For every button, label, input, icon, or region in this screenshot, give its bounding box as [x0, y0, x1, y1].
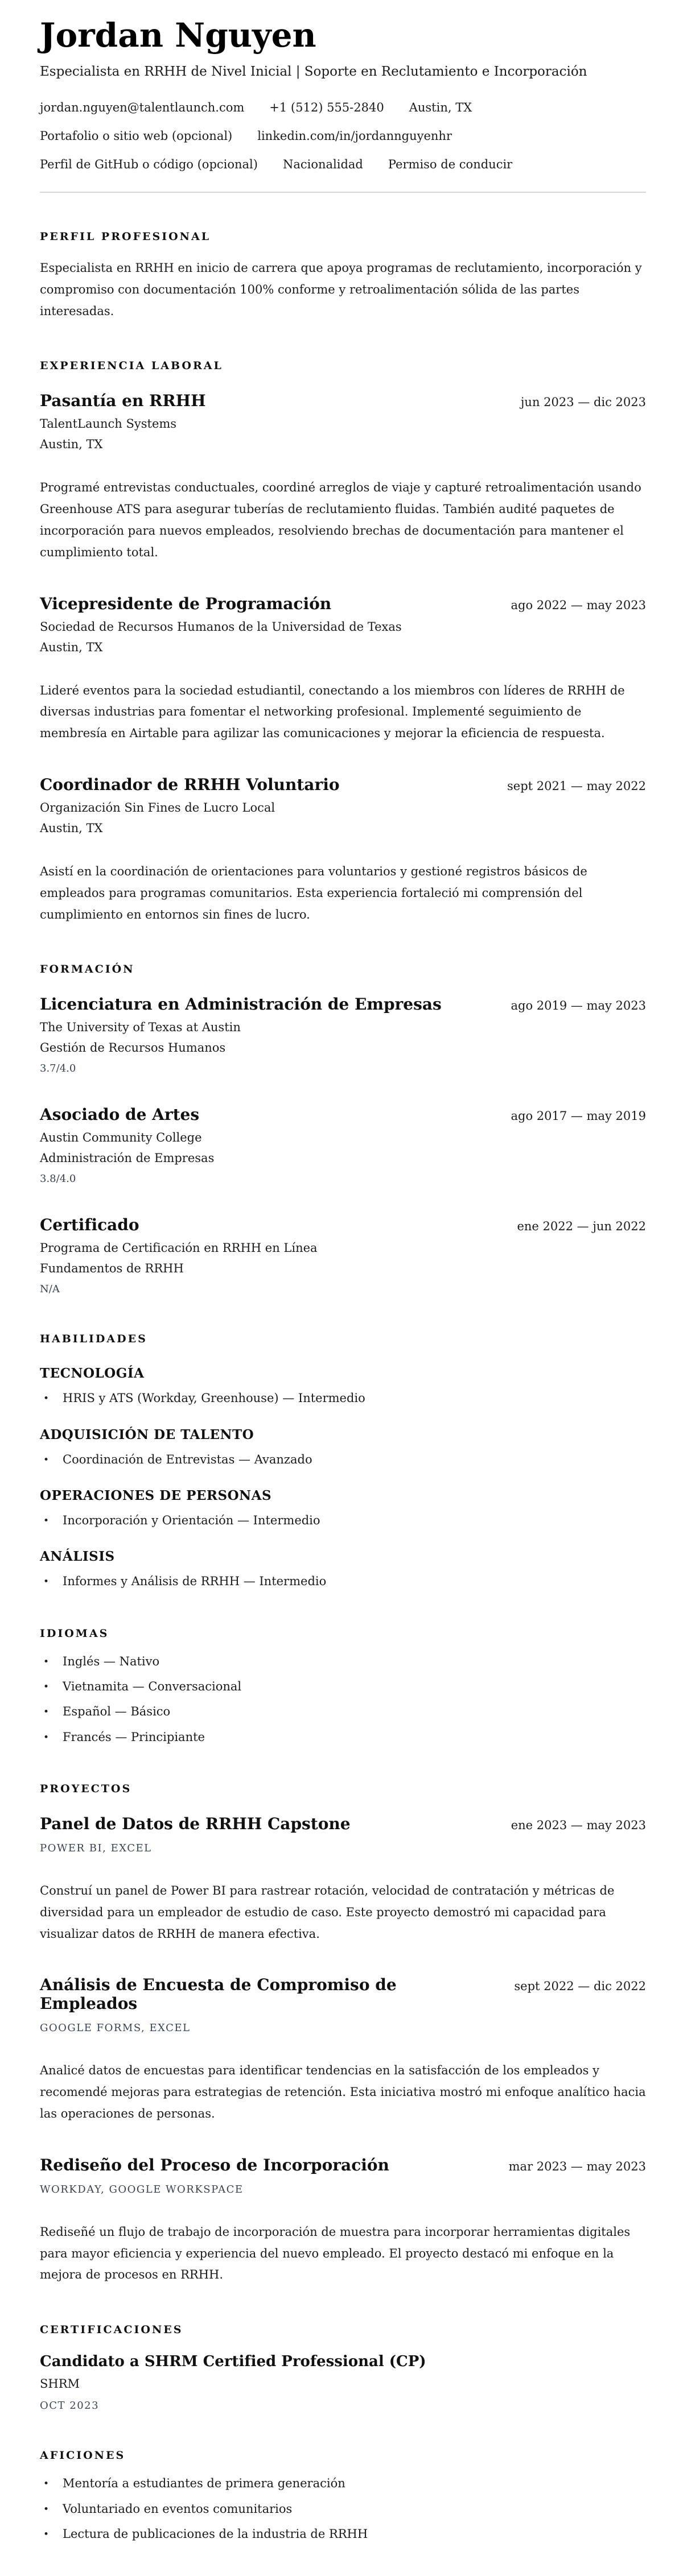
job-title: Pasantía en RRHH	[40, 391, 206, 411]
education-head-row	[40, 1215, 646, 1234]
section-certifications	[40, 2323, 646, 2412]
education-field: Administración de Empresas	[40, 1151, 215, 1165]
education-entry	[40, 1105, 646, 1185]
bullet-icon: •	[43, 1706, 50, 1718]
project-tools: GOOGLE FORMS, EXCEL	[40, 2022, 191, 2035]
list-item	[43, 1452, 646, 1467]
section-skills	[40, 1333, 646, 1589]
github-placeholder-text: Perfil de GitHub o código (opcional)	[40, 157, 258, 171]
education-section-heading: FORMACIÓN	[40, 963, 135, 976]
skill-group	[40, 1366, 646, 1406]
education-school: The University of Texas at Austin	[40, 1020, 241, 1035]
education-entry	[40, 995, 646, 1074]
education-school: Austin Community College	[40, 1131, 202, 1145]
list-item	[43, 1729, 646, 1745]
language-item-text: Vietnamita — Conversacional	[63, 1680, 242, 1694]
education-field: Fundamentos de RRHH	[40, 1262, 184, 1276]
skill-list	[40, 1390, 646, 1406]
section-profile	[40, 230, 646, 322]
job-dates: sept 2021 — may 2022	[507, 779, 646, 793]
hobby-item-text: Voluntariado en eventos comunitarios	[63, 2501, 293, 2516]
education-degree: Licenciatura en Administración de Empresas	[40, 995, 442, 1014]
project-tools: POWER BI, EXCEL	[40, 1842, 152, 1855]
job-dates: ago 2022 — may 2023	[511, 598, 646, 612]
project-dates: ene 2023 — may 2023	[511, 1818, 646, 1833]
education-dates: ene 2022 — jun 2022	[517, 1219, 646, 1234]
list-item	[43, 1390, 646, 1406]
list-item	[43, 1678, 646, 1694]
project-head-row	[40, 2156, 646, 2174]
job-company: TalentLaunch Systems	[40, 417, 177, 431]
experience-section-heading: EXPERIENCIA LABORAL	[40, 359, 223, 373]
language-item-text: Francés — Principiante	[63, 1730, 205, 1744]
skill-group	[40, 1427, 646, 1467]
project-title: Rediseño del Proceso de Incorporación	[40, 2155, 389, 2174]
job-entry	[40, 391, 646, 563]
section-hobbies	[40, 2449, 646, 2542]
skill-list	[40, 1512, 646, 1528]
location-text: Austin, TX	[409, 100, 472, 114]
job-description: Lideré eventos para la sociedad estudiantil, conectando a los miembros con líderes de RRHH de diversas industrias para fomentar el networking profesional. Implementé seguimiento de membresía en Airtable para agilizar las comunicaciones y mejorar la eficiencia de respuesta.	[40, 683, 625, 741]
project-dates: sept 2022 — dic 2022	[514, 1979, 646, 1994]
education-head-row	[40, 1105, 646, 1124]
skill-item-text: Coordinación de Entrevistas — Avanzado	[63, 1452, 312, 1466]
project-entry	[40, 1814, 646, 1945]
project-description: Analicé datos de encuestas para identificar tendencias en la satisfacción de los empleados y recomendé mejoras para estrategias de retención. Esta iniciativa mostró mi enfoque analítico hacia las operaciones de personas.	[40, 2064, 646, 2121]
project-title: Panel de Datos de RRHH Capstone	[40, 1814, 351, 1834]
project-title: Análisis de Encuesta de Compromiso de Empleados	[40, 1975, 397, 2013]
skill-list	[40, 1452, 646, 1467]
job-company: Organización Sin Fines de Lucro Local	[40, 800, 275, 814]
bullet-icon: •	[43, 1454, 50, 1466]
education-gpa: 3.8/4.0	[40, 1173, 76, 1185]
job-title: Coordinador de RRHH Voluntario	[40, 775, 340, 794]
project-tools: WORKDAY, GOOGLE WORKSPACE	[40, 2183, 244, 2195]
language-item-text: Español — Básico	[63, 1705, 171, 1719]
project-entry	[40, 1975, 646, 2124]
certifications-section-heading: CERTIFICACIONES	[40, 2323, 183, 2337]
list-item	[43, 1703, 646, 1719]
list-item	[43, 2526, 646, 2542]
profile-section-heading: PERFIL PROFESIONAL	[40, 230, 211, 243]
linkedin-text: linkedin.com/in/jordannguyenhr	[257, 129, 452, 143]
languages-section-heading: IDIOMAS	[40, 1627, 109, 1640]
education-entry	[40, 1215, 646, 1295]
language-list	[40, 1653, 646, 1745]
project-entry	[40, 2156, 646, 2286]
list-item	[43, 2475, 646, 2491]
skill-category: TECNOLOGÍA	[40, 1366, 145, 1382]
portfolio-placeholder-text: Portafolio o sitio web (opcional)	[40, 129, 233, 143]
bullet-icon: •	[43, 1731, 50, 1743]
project-head-row	[40, 1814, 646, 1833]
hobbies-section-heading: AFICIONES	[40, 2449, 126, 2462]
skill-group	[40, 1488, 646, 1528]
skill-category: ADQUISICIÓN DE TALENTO	[40, 1426, 254, 1442]
certification-issuer: SHRM	[40, 2377, 80, 2391]
section-languages	[40, 1627, 646, 1745]
candidate-name: Jordan Nguyen	[40, 16, 316, 55]
certification-entry	[40, 2353, 646, 2412]
phone-text: +1 (512) 555-2840	[269, 100, 384, 114]
header-divider	[40, 192, 646, 193]
nationality-text: Nacionalidad	[282, 157, 363, 171]
hobby-list	[40, 2475, 646, 2542]
job-location: Austin, TX	[40, 821, 103, 835]
skills-section-heading: HABILIDADES	[40, 1333, 147, 1346]
education-dates: ago 2017 — may 2019	[511, 1109, 646, 1123]
job-dates: jun 2023 — dic 2023	[520, 395, 646, 410]
education-gpa: N/A	[40, 1283, 60, 1296]
skill-category: OPERACIONES DE PERSONAS	[40, 1488, 272, 1503]
resume-header	[40, 17, 646, 171]
list-item	[43, 1512, 646, 1528]
bullet-icon: •	[43, 2528, 50, 2540]
skill-group	[40, 1549, 646, 1589]
skill-list	[40, 1573, 646, 1589]
skill-item-text: HRIS y ATS (Workday, Greenhouse) — Intermedio	[63, 1391, 365, 1405]
job-head-row	[40, 775, 646, 794]
project-dates: mar 2023 — may 2023	[508, 2159, 646, 2173]
bullet-icon: •	[43, 1393, 50, 1405]
job-description: Asistí en la coordinación de orientaciones para voluntarios y gestioné registros básicos de empleados para programas comunitarios. Esta experiencia fortaleció mi comprensión del cumplimiento en entornos sin fines de lucro.	[40, 864, 587, 921]
profile-summary: Especialista en RRHH en inicio de carrera que apoya programas de reclutamiento, incorporación y compromiso con documentación 100% conforme y retroalimentación sólida de las partes interesadas.	[40, 261, 642, 318]
education-degree: Asociado de Artes	[40, 1105, 200, 1124]
skill-category: ANÁLISIS	[40, 1549, 115, 1565]
education-degree: Certificado	[40, 1215, 139, 1235]
bullet-icon: •	[43, 1576, 50, 1588]
candidate-headline: Especialista en RRHH de Nivel Inicial | Soporte en Reclutamiento e Incorporación	[40, 64, 587, 79]
project-description: Construí un panel de Power BI para rastrear rotación, velocidad de contratación y métricas de diversidad para un empleador de estudio de caso. Este proyecto demostró mi capacidad para visualizar datos de RRHH de manera efectiva.	[40, 1884, 615, 1941]
education-field: Gestión de Recursos Humanos	[40, 1041, 226, 1055]
education-school: Programa de Certificación en RRHH en Línea	[40, 1241, 318, 1255]
job-entry	[40, 594, 646, 745]
section-projects	[40, 1783, 646, 2286]
list-item	[43, 1573, 646, 1589]
hobby-item-text: Lectura de publicaciones de la industria de RRHH	[63, 2527, 368, 2541]
skill-item-text: Informes y Análisis de RRHH — Intermedio	[63, 1574, 327, 1589]
contact-row-links	[40, 129, 646, 143]
job-location: Austin, TX	[40, 640, 103, 654]
section-education	[40, 963, 646, 1295]
job-entry	[40, 775, 646, 925]
education-dates: ago 2019 — may 2023	[511, 999, 646, 1013]
projects-section-heading: PROYECTOS	[40, 1783, 132, 1796]
job-company: Sociedad de Recursos Humanos de la Universidad de Texas	[40, 619, 402, 634]
list-item	[43, 2501, 646, 2517]
education-gpa: 3.7/4.0	[40, 1062, 76, 1075]
job-head-row	[40, 594, 646, 613]
contact-row-primary	[40, 101, 646, 114]
job-head-row	[40, 391, 646, 410]
bullet-icon: •	[43, 1681, 50, 1693]
certification-date: OCT 2023	[40, 2400, 100, 2412]
bullet-icon: •	[43, 1656, 50, 1668]
project-description: Rediseñé un flujo de trabajo de incorporación de muestra para incorporar herramientas digitales para mayor eficiencia y experiencia del nuevo empleado. El proyecto destacó mi enfoque en la mejora de procesos en RRHH.	[40, 2224, 631, 2282]
driving-permit-text: Permiso de conducir	[388, 157, 513, 171]
project-head-row	[40, 1975, 646, 2013]
education-head-row	[40, 995, 646, 1014]
contact-row-extra	[40, 158, 646, 171]
job-title: Vicepresidente de Programación	[40, 594, 332, 613]
certification-title: Candidato a SHRM Certified Professional (CP)	[40, 2353, 426, 2371]
skill-item-text: Incorporación y Orientación — Intermedio	[63, 1514, 320, 1527]
bullet-icon: •	[43, 2503, 50, 2515]
hobby-item-text: Mentoría a estudiantes de primera generación	[63, 2476, 345, 2491]
language-item-text: Inglés — Nativo	[63, 1654, 160, 1668]
list-item	[43, 1653, 646, 1669]
job-description: Programé entrevistas conductuales, coordiné arreglos de viaje y capturé retroalimentación usando Greenhouse ATS para asegurar tuberías de reclutamiento fluidas. También audité paquetes de incorporación para nuevos empleados, resolviendo brechas de documentación para mantener el cumplimiento total.	[40, 481, 641, 559]
email-text: jordan.nguyen@talentlaunch.com	[40, 100, 245, 114]
section-experience	[40, 359, 646, 925]
job-location: Austin, TX	[40, 437, 103, 452]
bullet-icon: •	[43, 1515, 50, 1527]
bullet-icon: •	[43, 2478, 50, 2490]
